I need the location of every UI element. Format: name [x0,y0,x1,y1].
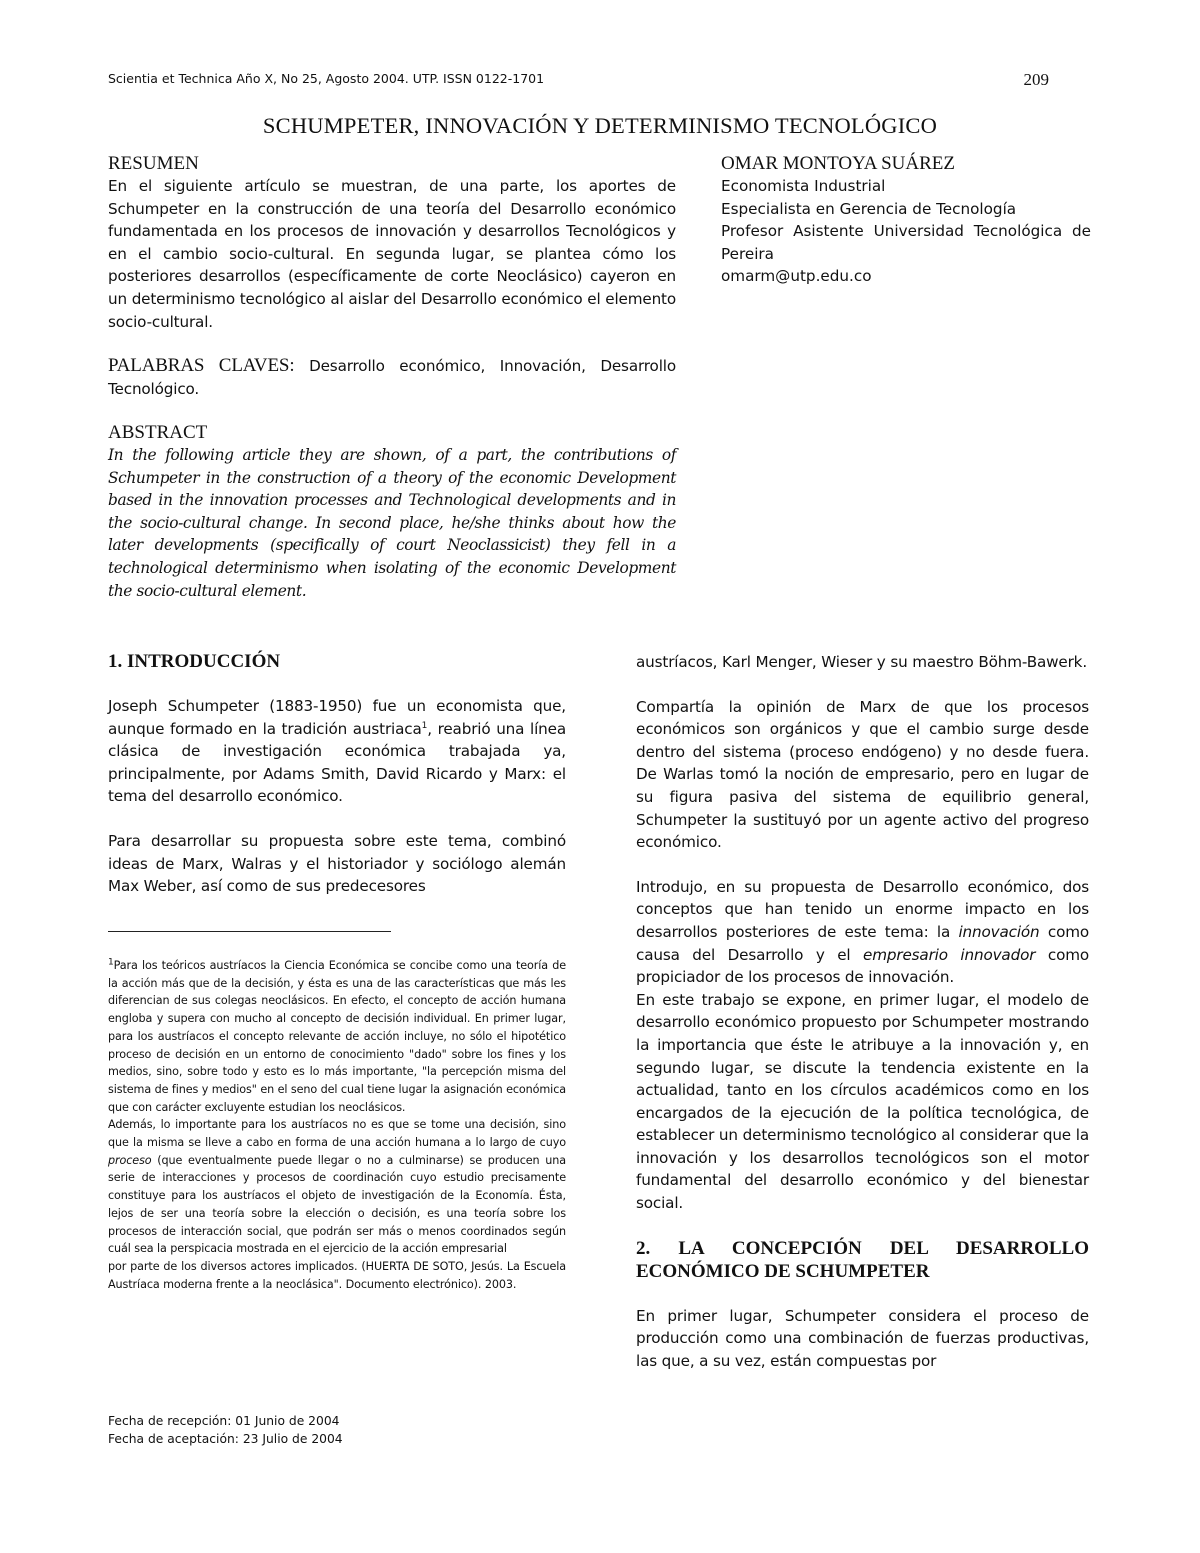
abstract-section [108,422,676,602]
section1-paragraph-1: Joseph Schumpeter (1883-1950) fue un economista que, aunque formado en la tradición austriaca$^1$, reabrió una línea clásica de investigación económica trabajada ya, principalmente, por Adams Smith, David Ricardo y Marx: el tema del desarrollo económico. [108,697,566,806]
author-affiliation: Profesor Asistente Universidad Tecnológica de Pereira [721,222,1091,263]
section1-paragraph-2-cont: austríacos, Karl Menger, Wieser y su maestro Böhm-Bawerk. [636,653,1088,671]
date-accepted: Fecha de aceptación: 23 Julio de 2004 [108,1432,343,1446]
author-name: OMAR MONTOYA SUÁREZ [721,153,956,174]
footnote-paragraph-2: Además, lo importante para los austríacos no es que se tome una decisión, sino que la misma se lleve a cabo en forma de una acción humana a lo largo de cuyo proceso (que eventualmente puede llegar o no a culminarse) se producen una serie de interacciones y procesos de coordinación cuyo estudio precisamente constituye para los austríacos el objeto de investigación de la Economía. Ésta, lejos de ser una teoría sobre la elección o decisión, es una teoría sobre los procesos de interacción social, que podrán ser más o menos coordinados según cuál sea la perspicacia mostrada en el ejercicio de la acción empresarial [108,1118,566,1256]
author-block [721,153,1091,288]
section1-paragraph-3: Compartía la opinión de Marx de que los procesos económicos son orgánicos y que el cambio surge desde dentro del sistema (proceso endógeno) y no desde fuera. De Warlas tomó la noción de empresario, pero en lugar de su figura pasiva del sistema de equilibrio general, Schumpeter la sustituyó por un agente activo del progreso económico. [636,697,1089,852]
footnote-rule [108,931,391,932]
footnote [108,957,566,1293]
keywords-section [108,355,676,401]
resumen-section [108,153,676,333]
article-title: SCHUMPETER, INNOVACIÓN Y DETERMINISMO TECNOLÓGICO [262,113,938,138]
footnote-paragraph-3: por parte de los diversos actores implicados. (HUERTA DE SOTO, Jesús. La Escuela Austríaca moderna frente a la neoclásica". Documento electrónico). 2003. [108,1259,566,1291]
section1-heading: 1. INTRODUCCIÓN [108,651,281,672]
section1-right [636,651,1089,1372]
section2-heading: 2. LA CONCEPCIÓN DEL DESARROLLO ECONÓMICO DE SCHUMPETER [636,1237,1089,1282]
resumen-text: En el siguiente artículo se muestran, de una parte, los aportes de Schumpeter en la construcción de una teoría del Desarrollo económico fundamentada en los procesos de innovación y desarrollos Tecnológicos y en el cambio socio-cultural. En segunda lugar, se plantea cómo los posteriores desarrollos (específicamente de corte Neoclásico) cayeron en un determinismo tecnológico al aislar del Desarrollo económico el elemento socio-cultural. [108,177,676,331]
footnote-paragraph-1: $^1$Para los teóricos austríacos la Ciencia Económica se concibe como una teoría de la acción más que de la decisión, y ésta es una de las características que más les diferencian de sus colegas neoclásicos. En efecto, el concepto de acción humana engloba y supera con mucho al concepto de decisión individual. En primer lugar, para los austríacos el concepto relevante de acción incluye, no sólo el hipotético proceso de decisión en un entorno de conocimiento "dado" sobre los fines y los medios, sino, sobre todo y esto es lo más importante, "la percepción misma del sistema de fines y medios" en el seno del cual tiene lugar la asignación económica que con carácter excluyente estudian los neoclásicos. [108,957,566,1114]
keywords-label: PALABRAS CLAVES: [108,355,295,376]
section1-paragraph-2: Para desarrollar su propuesta sobre este tema, combinó ideas de Marx, Walras y el historiador y sociólogo alemán Max Weber, así como de sus predecesores [108,831,566,896]
abstract-text: In the following article they are shown, of a part, the contributions of Schumpeter in the construction of a theory of the economic Development based in the innovation processes and Technological developments and in the socio-cultural change. In second place, he/she thinks about how the later developments (specifically of court Neoclassicist) they fell in a technological determinismo when isolating of the economic Development the socio-cultural element. [108,446,676,600]
keywords-text: Desarrollo económico, Innovación, Desarrollo Tecnológico. [108,357,676,398]
date-received: Fecha de recepción: 01 Junio de 2004 [108,1414,340,1428]
section1-left [108,650,566,898]
author-email[interactable]: omarm@utp.edu.co [721,267,872,286]
footnote-ref: 1 [421,720,428,731]
resumen-heading: RESUMEN [108,153,199,174]
author-specialty: Especialista en Gerencia de Tecnología [721,199,1017,218]
section1-paragraph-5: En este trabajo se expone, en primer lugar, el modelo de desarrollo económico propuesto por Schumpeter mostrando la importancia que éste le atribuye a la innovación y, en segundo lugar, se discute la tendencia existente en la actualidad, tanto en los círculos académicos como en los encargados de la ejecución de la política tecnológica, de establecer un determinismo tecnológico al considerar que la innovación y los desarrollos tecnológicos son el motor fundamental del desarrollo económico y del bienestar social. [636,990,1089,1213]
abstract-heading: ABSTRACT [108,422,208,443]
section2-paragraph-1: En primer lugar, Schumpeter considera el proceso de producción como una combinación de fuerzas productivas, las que, a su vez, están compuestas por [636,1306,1089,1370]
page-number: 209 [1023,70,1049,89]
submission-dates [108,1412,343,1448]
author-title: Economista Industrial [721,177,886,195]
section1-paragraph-4: Introdujo, en su propuesta de Desarrollo económico, dos conceptos que han tenido un enorme impacto en los desarrollos posteriores de este tema: la innovación como causa del Desarrollo y el empresario innovador como propiciador de los procesos de innovación. [636,877,1090,987]
running-head: Scientia et Technica Año X, No 25, Agosto 2004. UTP. ISSN 0122-1701 [108,71,545,86]
